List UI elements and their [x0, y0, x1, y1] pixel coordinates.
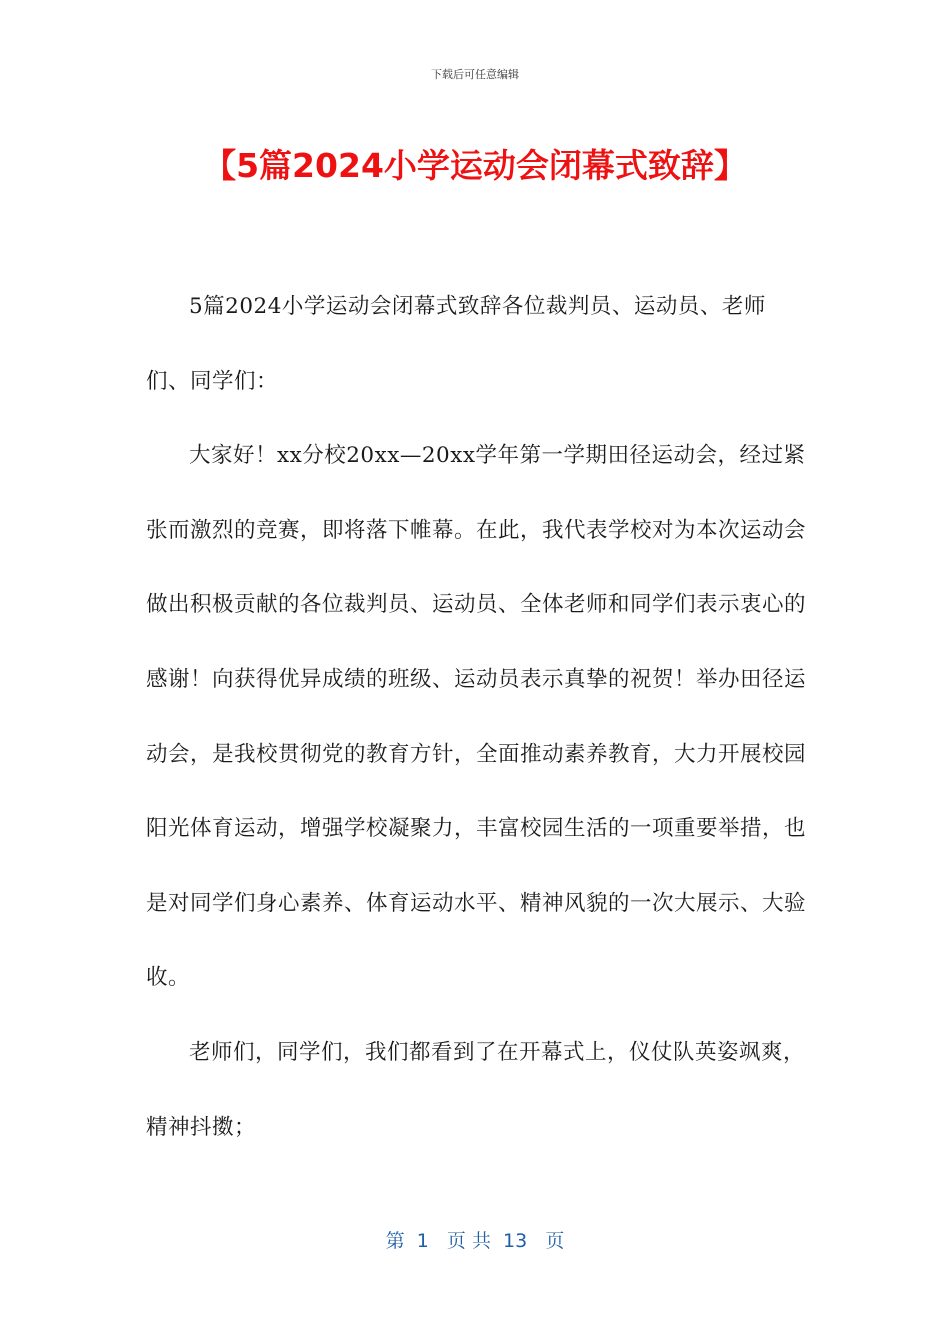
document-title: 【5篇2024小学运动会闭幕式致辞】	[203, 146, 747, 185]
header-note: 下载后可任意编辑	[431, 68, 519, 81]
page-number-footer: 第 1 页 共 13 页	[385, 1230, 565, 1252]
paragraph-1: 5篇2024小学运动会闭幕式致辞各位裁判员、运动员、老师们、同学们：	[146, 294, 766, 394]
paragraph-2: 大家好！xx分校20xx—20xx学年第一学期田径运动会，经过紧张而激烈的竞赛，即将落下帷幕。在此，我代表学校对为本次运动会做出积极贡献的各位裁判员、运动员、全体老师和同学们表示衷心的感谢！向获得优异成绩的班级、运动员表示真挚的祝贺！举办田径运动会，是我校贯彻党的教育方针，全面推动素养教育，大力开展校园阳光体育运动，增强学校凝聚力，丰富校园生活的一项重要举措，也是对同学们身心素养、体育运动水平、精神风貌的一次大展示、大验收。	[146, 443, 807, 991]
paragraph-3: 老师们，同学们，我们都看到了在开幕式上，仪仗队英姿飒爽，精神抖擞；	[146, 1039, 806, 1140]
document-body	[146, 270, 806, 1165]
